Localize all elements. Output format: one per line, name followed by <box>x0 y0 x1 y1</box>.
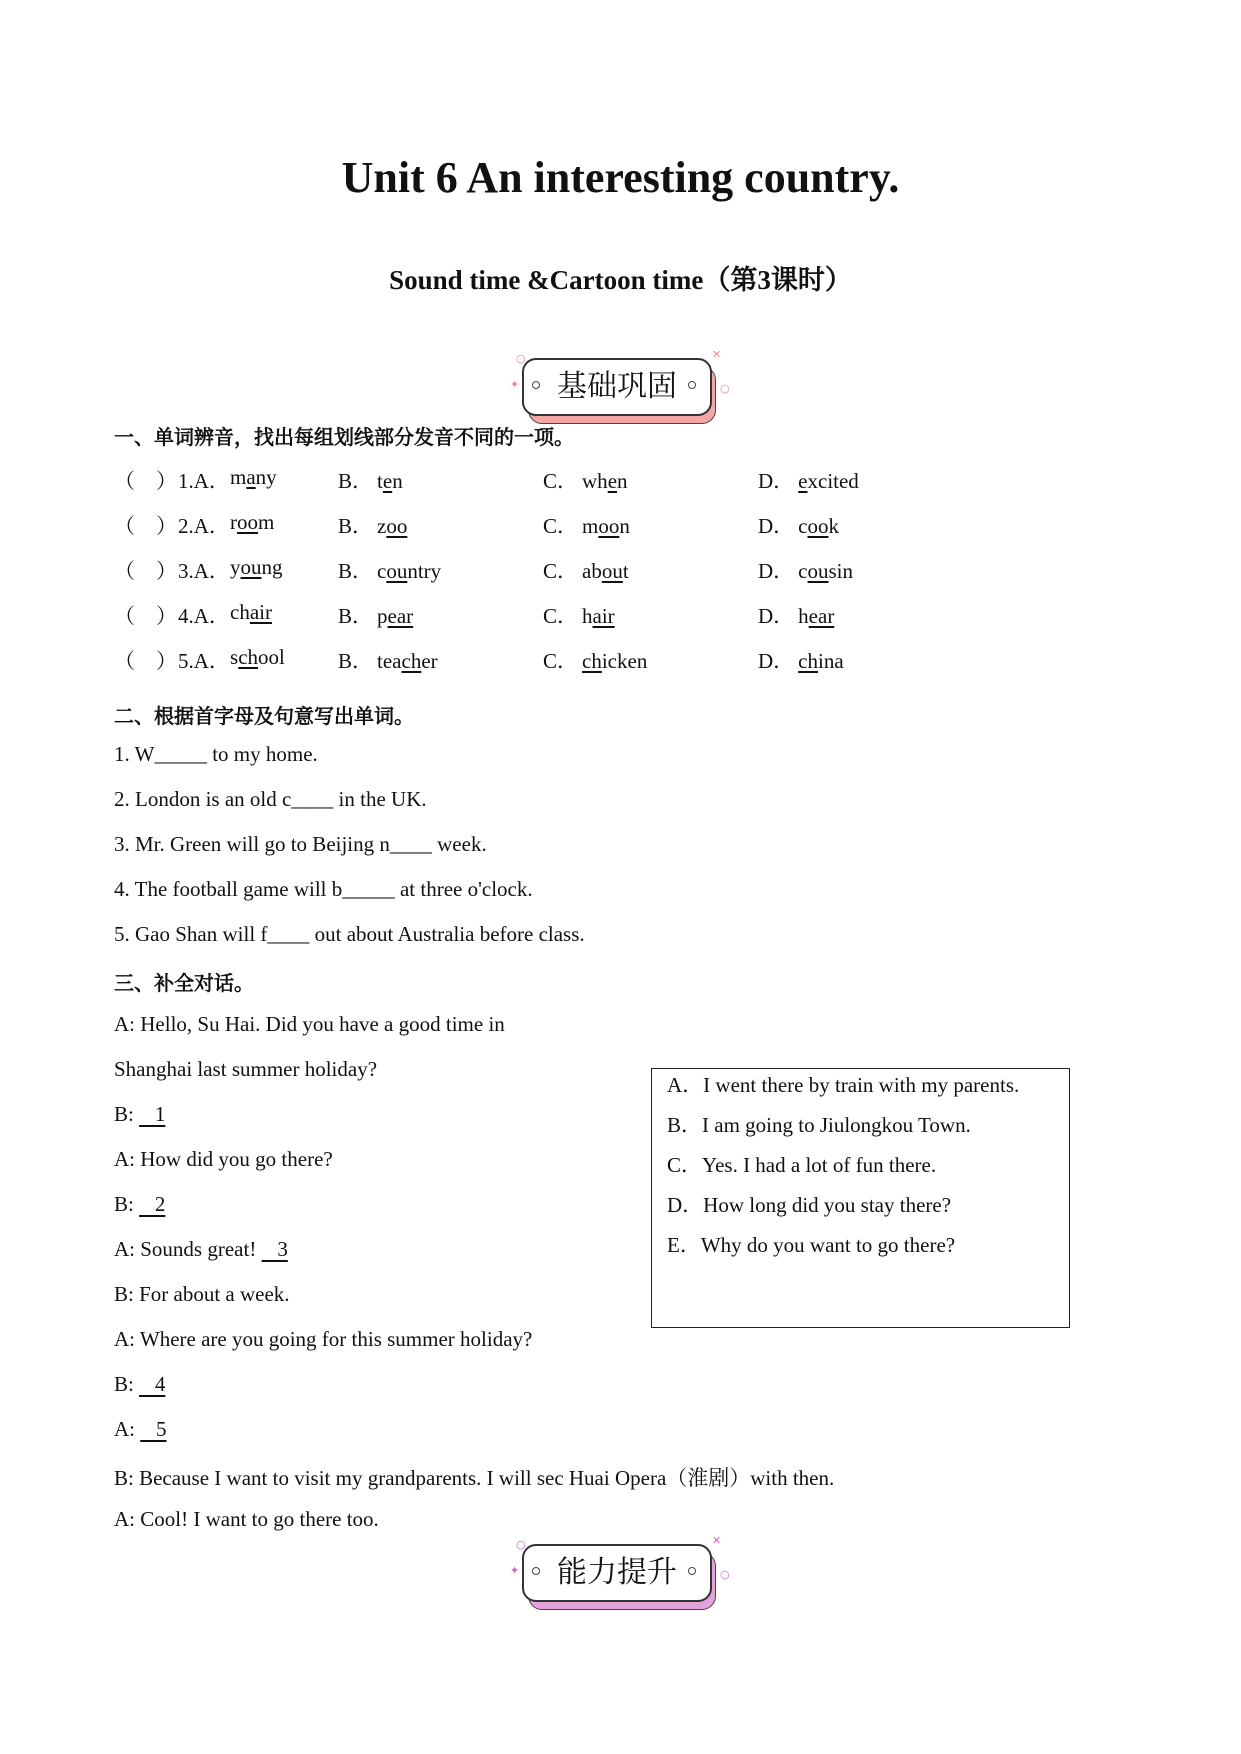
dialogue-line: B: For about a week. <box>114 1282 290 1306</box>
question-number: 2.A． <box>178 514 230 538</box>
option-label: B． <box>338 649 374 673</box>
answer-blank: 3 <box>261 1237 288 1261</box>
answer-paren: （ ） <box>114 514 177 538</box>
dialogue-line: B: 2 <box>114 1192 166 1216</box>
option-b <box>338 465 403 495</box>
option-label: C． <box>543 604 579 628</box>
question-number: 1.A． <box>178 469 230 493</box>
badge-dot <box>532 381 540 389</box>
option-word: room <box>230 510 275 534</box>
question-number: 5.A． <box>178 649 230 673</box>
option-d <box>758 555 853 585</box>
option-d <box>758 465 859 495</box>
option-line: B．I am going to Jiulongkou Town. <box>667 1113 971 1137</box>
answer-paren: （ ） <box>114 649 177 673</box>
option-label: B． <box>338 514 374 538</box>
options-box <box>651 1068 1070 1328</box>
option-word: country <box>377 559 442 583</box>
option-d <box>758 510 839 540</box>
fill-in-line: 5. Gao Shan will f____ out about Australia before class. <box>114 922 585 946</box>
option-word: cook <box>798 514 839 538</box>
sparkle-icon: ○ <box>720 1568 730 1581</box>
option-a <box>230 465 277 490</box>
option-c <box>543 555 629 585</box>
option-word: chair <box>230 600 272 624</box>
dialogue-line: A: Sounds great! 3 <box>114 1237 288 1261</box>
dialogue-line: Shanghai last summer holiday? <box>114 1057 378 1081</box>
option-c <box>543 645 647 675</box>
option-c <box>543 465 628 495</box>
badge-dot <box>688 381 696 389</box>
dialogue-line: B: Because I want to visit my grandparents. I will sec Huai Opera（淮剧）with then. <box>114 1466 835 1490</box>
option-b <box>338 600 413 630</box>
sparkle-icon: ✦ <box>510 378 520 391</box>
option-line: D．How long did you stay there? <box>667 1193 952 1217</box>
option-label: C． <box>543 649 579 673</box>
badge-label: 基础巩固 <box>522 358 712 416</box>
option-word: zoo <box>377 514 408 538</box>
page-subtitle: Sound time &Cartoon time（第3课时） <box>389 265 852 295</box>
option-word: hear <box>798 604 835 628</box>
option-b <box>338 510 407 540</box>
section-badge-advanced <box>510 1534 752 1624</box>
option-word: chicken <box>582 649 648 673</box>
sparkle-icon: ✦ <box>510 1564 520 1577</box>
option-word: cousin <box>798 559 854 583</box>
answer-paren: （ ） <box>114 559 177 583</box>
option-word: school <box>230 645 285 669</box>
option-label: C． <box>543 514 579 538</box>
option-b <box>338 645 438 675</box>
badge-dot <box>688 1567 696 1575</box>
dialogue-line: A: How did you go there? <box>114 1147 333 1171</box>
option-label: D． <box>758 514 795 538</box>
fill-in-line: 1. W_____ to my home. <box>114 742 318 766</box>
option-d <box>758 600 834 630</box>
option-word: china <box>798 649 844 673</box>
option-label: D． <box>758 559 795 583</box>
section3-heading: 三、补全对话。 <box>114 971 254 995</box>
option-word: pear <box>377 604 414 628</box>
option-word: young <box>230 555 283 579</box>
section1-heading: 一、单词辨音，找出每组划线部分发音不同的一项。 <box>114 425 574 449</box>
badge-label: 能力提升 <box>522 1544 712 1602</box>
option-line: C．Yes. I had a lot of fun there. <box>667 1153 937 1177</box>
option-c <box>543 600 615 630</box>
option-c <box>543 510 630 540</box>
option-label: B． <box>338 604 374 628</box>
answer-blank: 5 <box>140 1417 167 1441</box>
option-word: moon <box>582 514 630 538</box>
answer-blank: 2 <box>139 1192 166 1216</box>
dialogue-line: A: Cool! I want to go there too. <box>114 1507 379 1531</box>
option-line: A．I went there by train with my parents. <box>667 1073 1020 1097</box>
sparkle-icon: ○ <box>516 1538 526 1551</box>
answer-paren: （ ） <box>114 604 177 628</box>
option-label: C． <box>543 559 579 583</box>
dialogue-line: A: Hello, Su Hai. Did you have a good time in <box>114 1012 505 1036</box>
dialogue-line: A: Where are you going for this summer holiday? <box>114 1327 533 1351</box>
option-word: excited <box>798 469 859 493</box>
sparkle-icon: ○ <box>516 352 526 365</box>
page-title: Unit 6 An interesting country. <box>341 153 900 202</box>
option-word: about <box>582 559 629 583</box>
option-label: B． <box>338 469 374 493</box>
option-word: many <box>230 465 277 489</box>
fill-in-line: 4. The football game will b_____ at three o'clock. <box>114 877 533 901</box>
option-a <box>230 555 283 580</box>
option-word: hair <box>582 604 615 628</box>
sparkle-icon: ✕ <box>712 348 722 361</box>
option-label: D． <box>758 649 795 673</box>
sparkle-icon: ○ <box>720 382 730 395</box>
option-word: when <box>582 469 628 493</box>
answer-paren: （ ） <box>114 469 177 493</box>
dialogue-line: A: 5 <box>114 1417 167 1441</box>
option-d <box>758 645 844 675</box>
question-number: 4.A． <box>178 604 230 628</box>
option-label: B． <box>338 559 374 583</box>
option-label: C． <box>543 469 579 493</box>
dialogue-line: B: 1 <box>114 1102 166 1126</box>
sparkle-icon: ✕ <box>712 1534 722 1547</box>
answer-blank: 1 <box>139 1102 166 1126</box>
fill-in-line: 2. London is an old c____ in the UK. <box>114 787 427 811</box>
option-b <box>338 555 441 585</box>
option-a <box>230 645 285 670</box>
question-number: 3.A． <box>178 559 230 583</box>
answer-blank: 4 <box>139 1372 166 1396</box>
badge-dot <box>532 1567 540 1575</box>
section2-heading: 二、根据首字母及句意写出单词。 <box>114 704 414 728</box>
option-label: D． <box>758 469 795 493</box>
option-word: ten <box>377 469 403 493</box>
option-a <box>230 600 272 625</box>
option-label: D． <box>758 604 795 628</box>
dialogue-line: B: 4 <box>114 1372 166 1396</box>
option-a <box>230 510 274 535</box>
fill-in-line: 3. Mr. Green will go to Beijing n____ week. <box>114 832 487 856</box>
option-line: E．Why do you want to go there? <box>667 1233 956 1257</box>
option-word: teacher <box>377 649 438 673</box>
